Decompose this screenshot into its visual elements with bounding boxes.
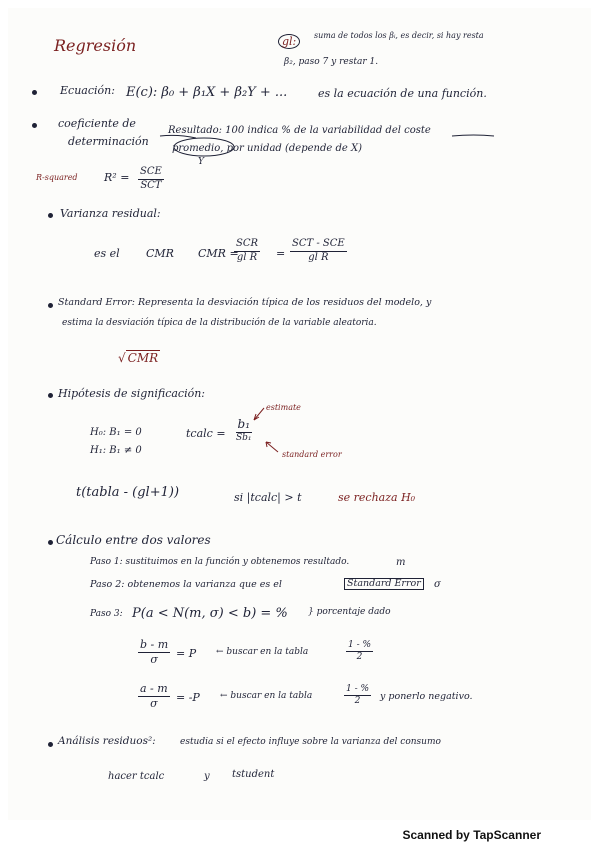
paso-2: Paso 2: obtenemos la varianza que es el bbox=[90, 579, 282, 590]
scanned-page bbox=[8, 8, 591, 820]
calc-f2-r-den: 2 bbox=[354, 696, 361, 707]
arrow-standard-error bbox=[266, 442, 278, 452]
note-line-2: β₂, paso 7 y restar 1. bbox=[284, 57, 379, 67]
coef-label-1: coeficiente de bbox=[58, 117, 136, 130]
standard-error-label: standard error bbox=[282, 450, 342, 459]
coef-label-2: determinación bbox=[68, 135, 149, 148]
hipotesis-h0: H₀: B₁ = 0 bbox=[90, 427, 142, 438]
calc-f2-eq: = -P bbox=[176, 691, 200, 704]
page-title: Regresión bbox=[54, 36, 137, 55]
calc-f2-tail: y ponerlo negativo. bbox=[380, 691, 473, 702]
underline-del-coste bbox=[452, 135, 494, 136]
calc-f1-r-den: 2 bbox=[356, 652, 363, 663]
se-sqrt-radicand: CMR bbox=[127, 351, 159, 365]
t-table: t(tabla - (gl+1)) bbox=[76, 485, 180, 500]
analisis-line2-b: y bbox=[204, 771, 210, 782]
rule-text: si |tcalc| > t bbox=[234, 491, 302, 504]
underline-resultado bbox=[160, 135, 196, 138]
varianza-cmr: CMR bbox=[146, 247, 174, 260]
calc-f2-den: σ bbox=[150, 696, 158, 710]
ecuacion-label: Ecuación: bbox=[60, 84, 115, 97]
ecuacion-formula: E(c): β₀ + β₁X + β₂Y + ... bbox=[126, 85, 288, 100]
calc-f1-r-num: 1 - % bbox=[346, 641, 373, 652]
paso-3-note: } porcentaje dado bbox=[308, 607, 391, 617]
analisis-label: Análisis residuos²: bbox=[58, 735, 156, 747]
coef-result-y: Y bbox=[198, 157, 204, 167]
rsq-label: R-squared bbox=[36, 173, 78, 182]
coef-result-line-2: promedio, por unidad (depende de X) bbox=[172, 143, 362, 154]
paso-3-formula: P(a < N(m, σ) < b) = % bbox=[132, 606, 288, 621]
varianza-label: Varianza residual: bbox=[60, 207, 161, 220]
paso-2-sigma: σ bbox=[434, 579, 441, 590]
varianza-f1-num: SCR bbox=[234, 239, 260, 252]
rule-reject: se rechaza H₀ bbox=[338, 491, 416, 504]
calc-f1-note: ← buscar en la tabla bbox=[216, 647, 309, 657]
gl-badge: gl: bbox=[278, 34, 300, 49]
varianza-f2-num: SCT - SCE bbox=[290, 239, 347, 252]
ecuacion-desc: es la ecuación de una función. bbox=[318, 87, 487, 100]
varianza-f1-den: gl R bbox=[236, 251, 258, 263]
se-line-1: Standard Error: Representa la desviación típica de los residuos del modelo, y bbox=[58, 297, 432, 308]
varianza-cmr-eq: CMR = bbox=[198, 247, 239, 260]
scanner-footer: Scanned by TapScanner bbox=[402, 828, 541, 842]
calc-f1-num: b - m bbox=[140, 638, 169, 651]
tcalc-num: b₁ bbox=[237, 417, 251, 431]
calc-f2-note: ← buscar en la tabla bbox=[220, 691, 313, 701]
calc-f1-den: σ bbox=[150, 652, 158, 666]
paso-1-m: m bbox=[396, 557, 406, 568]
tcalc-eq: tcalc = bbox=[186, 427, 226, 440]
varianza-f2-den: gl R bbox=[308, 251, 329, 263]
analisis-desc: estudia si el efecto influye sobre la varianza del consumo bbox=[180, 737, 441, 747]
analisis-line2-a: hacer tcalc bbox=[108, 771, 165, 782]
se-line-2: estima la desviación típica de la distribución de la variable aleatoria. bbox=[62, 318, 377, 328]
calculo-label: Cálculo entre dos valores bbox=[56, 533, 211, 547]
note-line-1: suma de todos los βᵢ, es decir, si hay resta bbox=[314, 31, 484, 40]
hipotesis-h1: H₁: B₁ ≠ 0 bbox=[90, 445, 142, 456]
estimate-label: estimate bbox=[266, 403, 301, 412]
tcalc-den: Sb₁ bbox=[236, 432, 252, 443]
rsq-numerator: SCE bbox=[138, 167, 164, 180]
varianza-es-el: es el bbox=[94, 247, 120, 260]
pen-annotations bbox=[8, 8, 591, 820]
paso-3: Paso 3: bbox=[90, 609, 123, 619]
calc-f1-eq: = P bbox=[176, 647, 197, 660]
coef-result-line-1: Resultado: 100 indica % de la variabilidad del coste bbox=[168, 125, 431, 136]
se-sqrt: √ CMR bbox=[118, 351, 159, 365]
hipotesis-label: Hipótesis de significación: bbox=[58, 387, 206, 400]
paso-1: Paso 1: sustituimos en la función y obtenemos resultado. bbox=[90, 557, 350, 567]
circle-promedio bbox=[174, 138, 234, 156]
varianza-eq: = bbox=[276, 247, 286, 260]
paso-2-box: Standard Error bbox=[344, 578, 424, 590]
calc-f2-num: a - m bbox=[140, 682, 168, 695]
calc-f2-r-num: 1 - % bbox=[344, 685, 371, 696]
analisis-line2-c: tstudent bbox=[232, 769, 275, 780]
rsq-formula: R² = bbox=[104, 171, 130, 184]
rsq-denominator: SCT bbox=[140, 179, 162, 191]
